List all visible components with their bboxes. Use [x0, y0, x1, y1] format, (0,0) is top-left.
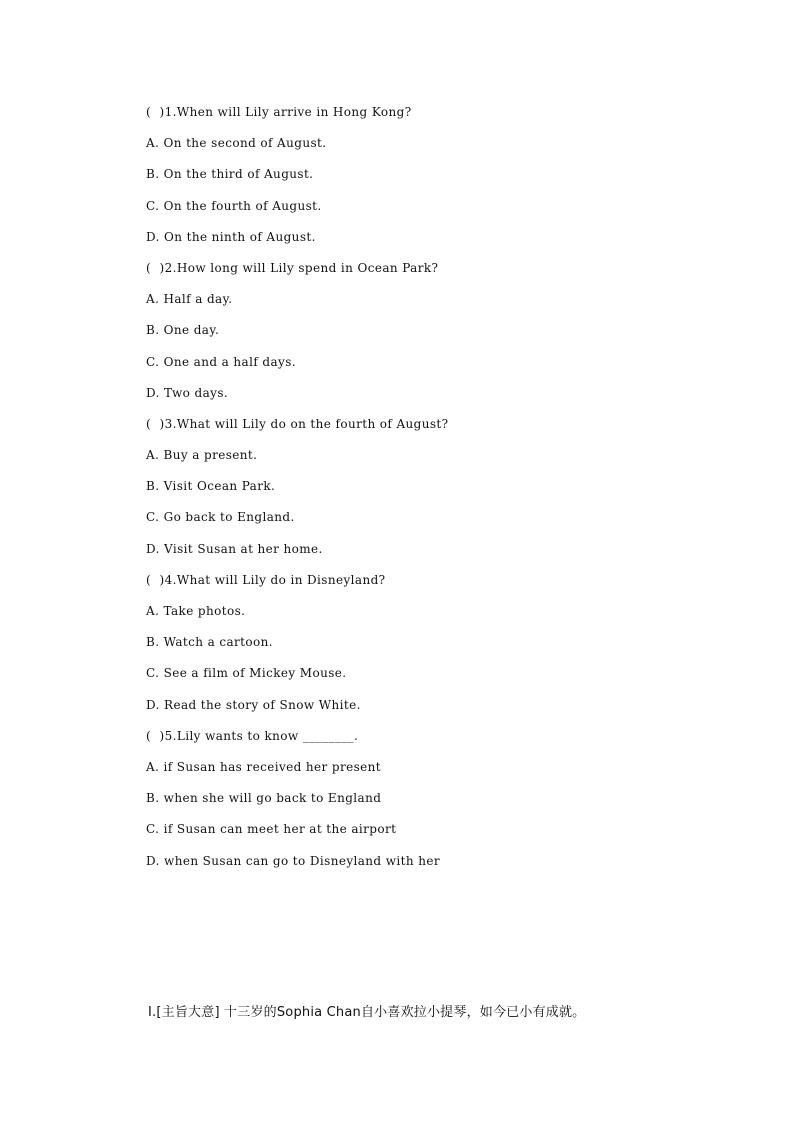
question-1-option-c: C. On the fourth of August.: [146, 198, 322, 213]
question-5-option-c: C. if Susan can meet her at the airport: [146, 822, 397, 837]
question-1-option-a: A. On the second of August.: [146, 136, 327, 151]
question-1-option-b: B. On the third of August.: [146, 167, 314, 182]
section-heading: Ⅰ.[主旨大意] 十三岁的Sophia Chan自小喜欢拉小提琴，如今已小有成就。: [148, 1005, 586, 1020]
question-2-stem: ( )2.How long will Lily spend in Ocean Park?: [146, 260, 439, 275]
question-3-option-c: C. Go back to England.: [146, 510, 295, 525]
question-2-option-a: A. Half a day.: [146, 292, 233, 307]
questions-block: [146, 104, 746, 884]
question-3-option-b: B. Visit Ocean Park.: [146, 479, 276, 494]
question-5-stem: ( )5.Lily wants to know ________.: [146, 728, 359, 743]
question-4-option-b: B. Watch a cartoon.: [146, 635, 273, 650]
question-4-option-a: A. Take photos.: [146, 604, 246, 618]
question-5-option-b: B. when she will go back to England: [146, 791, 382, 806]
question-1-option-d: D. On the ninth of August.: [146, 229, 316, 244]
question-3-option-a: A. Buy a present.: [146, 448, 258, 463]
question-3-stem: ( )3.What will Lily do on the fourth of August?: [146, 416, 449, 431]
question-1-stem: ( )1.When will Lily arrive in Hong Kong?: [146, 105, 412, 119]
question-4-option-c: C. See a film of Mickey Mouse.: [146, 666, 347, 681]
question-5-option-a: A. if Susan has received her present: [146, 759, 382, 774]
question-3-option-d: D. Visit Susan at her home.: [146, 541, 323, 556]
question-2-option-b: B. One day.: [146, 323, 220, 338]
question-2-option-d: D. Two days.: [146, 385, 229, 400]
question-4-option-d: D. Read the story of Snow White.: [146, 697, 361, 712]
question-5-option-d: D. when Susan can go to Disneyland with her: [146, 853, 440, 868]
question-4-stem: ( )4.What will Lily do in Disneyland?: [146, 572, 386, 587]
question-2-option-c: C. One and a half days.: [146, 354, 296, 369]
